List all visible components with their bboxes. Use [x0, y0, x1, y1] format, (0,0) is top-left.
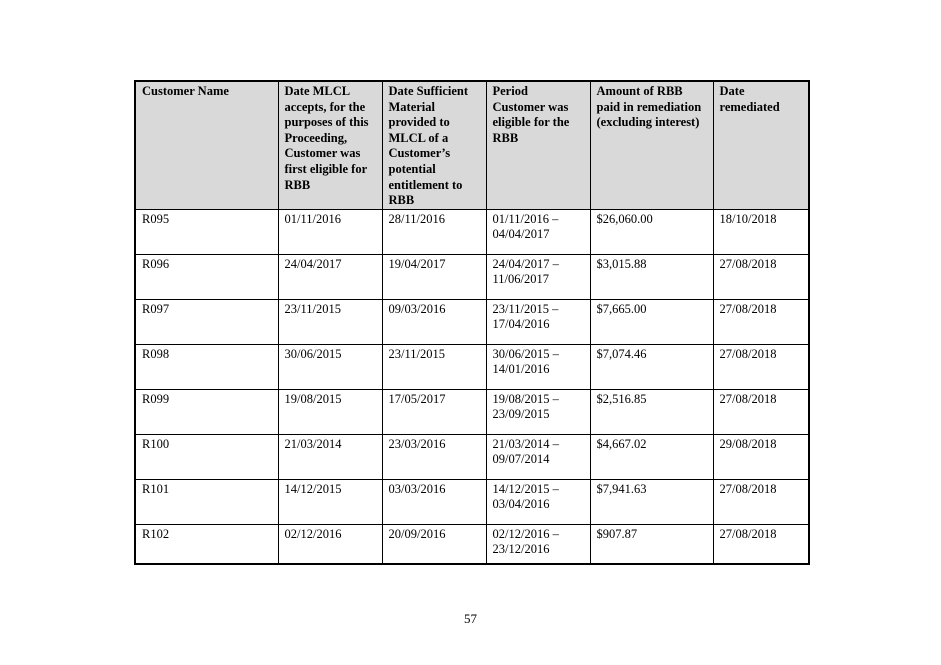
cell-period: 23/11/2015 – 17/04/2016	[486, 299, 590, 344]
cell-first-eligible: 21/03/2014	[278, 434, 382, 479]
cell-sufficient-material: 19/04/2017	[382, 254, 486, 299]
header-eligibility-period: Period Customer was eligible for the RBB	[486, 81, 590, 209]
cell-amount: $907.87	[590, 524, 713, 564]
header-date-sufficient-material: Date Sufficient Material provided to MLCL of a Customer’s potential entitlement to RBB	[382, 81, 486, 209]
cell-first-eligible: 30/06/2015	[278, 344, 382, 389]
table-row	[135, 299, 809, 344]
cell-date-remediated: 27/08/2018	[713, 254, 809, 299]
cell-date-remediated: 27/08/2018	[713, 299, 809, 344]
cell-amount: $4,667.02	[590, 434, 713, 479]
cell-sufficient-material: 23/03/2016	[382, 434, 486, 479]
cell-customer: R101	[135, 479, 278, 524]
cell-sufficient-material: 03/03/2016	[382, 479, 486, 524]
cell-amount: $26,060.00	[590, 209, 713, 254]
cell-period: 24/04/2017 – 11/06/2017	[486, 254, 590, 299]
cell-customer: R097	[135, 299, 278, 344]
cell-amount: $2,516.85	[590, 389, 713, 434]
table-row	[135, 254, 809, 299]
cell-first-eligible: 24/04/2017	[278, 254, 382, 299]
cell-date-remediated: 27/08/2018	[713, 389, 809, 434]
cell-period: 21/03/2014 – 09/07/2014	[486, 434, 590, 479]
remediation-table	[134, 80, 810, 565]
header-date-remediated: Date remediated	[713, 81, 809, 209]
cell-period: 01/11/2016 – 04/04/2017	[486, 209, 590, 254]
table-row	[135, 524, 809, 564]
cell-period: 02/12/2016 – 23/12/2016	[486, 524, 590, 564]
table-row	[135, 344, 809, 389]
cell-customer: R099	[135, 389, 278, 434]
cell-date-remediated: 27/08/2018	[713, 479, 809, 524]
header-date-first-eligible: Date MLCL accepts, for the purposes of this Proceeding, Customer was first eligible for RBB	[278, 81, 382, 209]
cell-amount: $7,941.63	[590, 479, 713, 524]
table-header-row	[135, 81, 809, 209]
cell-period: 19/08/2015 – 23/09/2015	[486, 389, 590, 434]
header-customer-name: Customer Name	[135, 81, 278, 209]
cell-customer: R096	[135, 254, 278, 299]
cell-customer: R102	[135, 524, 278, 564]
cell-first-eligible: 14/12/2015	[278, 479, 382, 524]
cell-sufficient-material: 28/11/2016	[382, 209, 486, 254]
cell-first-eligible: 23/11/2015	[278, 299, 382, 344]
cell-sufficient-material: 09/03/2016	[382, 299, 486, 344]
header-amount-paid: Amount of RBB paid in remediation (excluding interest)	[590, 81, 713, 209]
cell-customer: R095	[135, 209, 278, 254]
cell-date-remediated: 27/08/2018	[713, 524, 809, 564]
cell-customer: R098	[135, 344, 278, 389]
cell-amount: $7,074.46	[590, 344, 713, 389]
cell-date-remediated: 27/08/2018	[713, 344, 809, 389]
cell-date-remediated: 18/10/2018	[713, 209, 809, 254]
cell-period: 14/12/2015 – 03/04/2016	[486, 479, 590, 524]
table-row	[135, 389, 809, 434]
cell-first-eligible: 01/11/2016	[278, 209, 382, 254]
cell-date-remediated: 29/08/2018	[713, 434, 809, 479]
cell-sufficient-material: 23/11/2015	[382, 344, 486, 389]
cell-first-eligible: 02/12/2016	[278, 524, 382, 564]
cell-period: 30/06/2015 – 14/01/2016	[486, 344, 590, 389]
table-row	[135, 209, 809, 254]
cell-first-eligible: 19/08/2015	[278, 389, 382, 434]
cell-sufficient-material: 20/09/2016	[382, 524, 486, 564]
cell-amount: $7,665.00	[590, 299, 713, 344]
page-number: 57	[464, 611, 477, 626]
cell-customer: R100	[135, 434, 278, 479]
table-row	[135, 434, 809, 479]
table-row	[135, 479, 809, 524]
cell-amount: $3,015.88	[590, 254, 713, 299]
cell-sufficient-material: 17/05/2017	[382, 389, 486, 434]
